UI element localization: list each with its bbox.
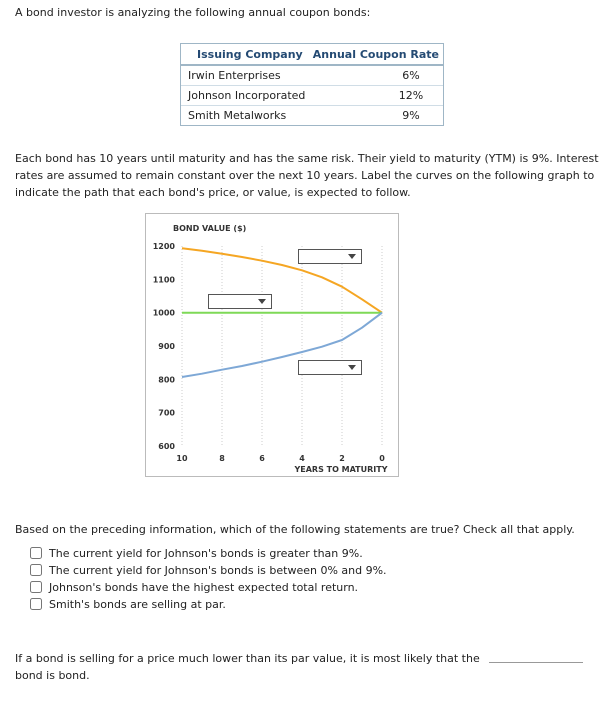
x-axis-label: YEARS TO MATURITY [294,465,388,474]
option-2[interactable] [30,580,358,594]
header-issuing-company: Issuing Company [197,47,303,61]
bond-value-chart [145,213,399,477]
company-cell: Irwin Enterprises [188,69,281,82]
option-3[interactable] [30,597,226,611]
option-label: The current yield for Johnson's bonds is between 0% and 9%. [49,563,387,577]
y-tick-label: 1100 [152,275,175,285]
option-label: Smith's bonds are selling at par. [49,597,226,611]
option-label: The current yield for Johnson's bonds is greater than 9%. [49,546,363,560]
y-axis-label: BOND VALUE ($) [173,224,247,233]
y-tick-label: 800 [158,375,175,385]
option-checkbox[interactable] [30,581,42,593]
option-checkbox[interactable] [30,598,42,610]
company-cell: Smith Metalworks [188,109,287,122]
rate-cell: 9% [402,109,420,122]
y-tick-label: 1200 [152,242,175,251]
question-text: Based on the preceding information, which of the following statements are true? Check all that apply. [15,523,575,536]
table-row [181,86,443,106]
curve-label-dropdown-par[interactable] [208,294,272,309]
x-tick-label: 6 [259,454,265,463]
option-0[interactable] [30,546,363,560]
x-tick-label: 10 [176,454,188,463]
x-tick-label: 0 [379,454,385,463]
table-header [181,44,443,66]
chevron-down-icon [258,299,266,304]
y-tick-label: 600 [158,442,175,451]
bond-table [180,43,444,126]
curve-label-dropdown-premium[interactable] [298,249,362,264]
option-label: Johnson's bonds have the highest expected total return. [49,580,359,594]
table-row [181,106,443,125]
x-tick-label: 2 [339,454,345,463]
y-tick-label: 1000 [152,308,175,318]
option-checkbox[interactable] [30,564,42,576]
company-cell: Johnson Incorporated [188,89,306,102]
intro-text: A bond investor is analyzing the following annual coupon bonds: [15,6,371,19]
final-question-text: If a bond is selling for a price much lower than its par value, it is most likely that the bond is bond. [15,652,480,682]
option-1[interactable] [30,563,387,577]
rate-cell: 12% [398,89,424,102]
chevron-down-icon [348,254,356,259]
header-coupon-rate: Annual Coupon Rate [312,47,439,61]
rate-cell: 6% [402,69,420,82]
option-checkbox[interactable] [30,547,42,559]
answer-blank-dropdown[interactable] [489,662,583,663]
x-tick-label: 4 [299,454,305,463]
y-tick-label: 900 [158,342,175,351]
y-tick-label: 700 [158,408,175,418]
curve-label-dropdown-discount[interactable] [298,360,362,375]
chevron-down-icon [348,365,356,370]
description-text: Each bond has 10 years until maturity and has the same risk. Their yield to maturity (YTM) is 9%. Interest rates are assumed to remain constant over the next 10 years. Label the curves on the following graph to indicate the path that each bond's price, or value, is expected to follow. [15,152,599,199]
x-tick-label: 8 [219,454,225,463]
table-row [181,66,443,86]
